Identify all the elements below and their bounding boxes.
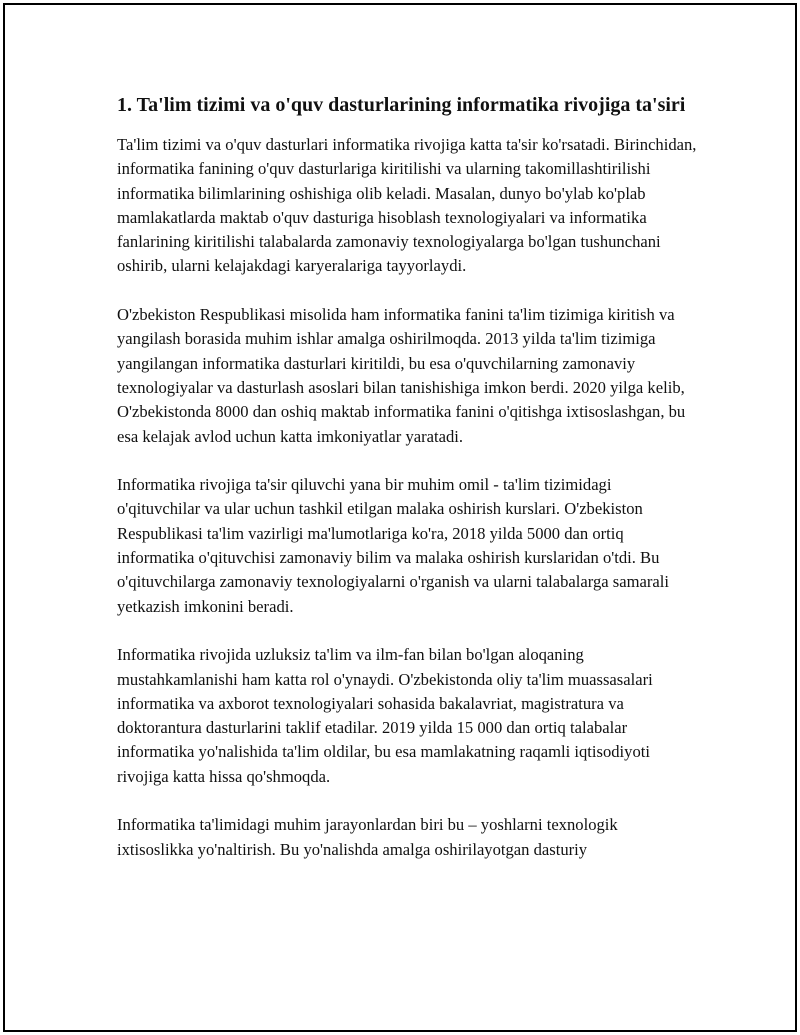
paragraph-5: Informatika ta'limidagi muhim jarayonlardan biri bu – yoshlarni texnologik ixtisoslikka yo'naltirish. Bu yo'nalishda amalga oshirilayotgan dasturiy — [117, 815, 618, 859]
paragraph-3: Informatika rivojiga ta'sir qiluvchi yana bir muhim omil - ta'lim tizimidagi o'qituvchilar va ular uchun tashkil etilgan malaka oshirish kurslari. O'zbekiston Respublikasi ta'lim vazirligi ma'lumotlariga ko'ra, 2018 yilda 5000 dan ortiq informatika o'qituvchisi zamonaviy bilim va malaka oshirish kurslaridan o'tdi. Bu o'qituvchilarga zamonaviy texnologiyalarni o'rganish va ularni talabalarga samarali yetkazish imkonini beradi. — [117, 475, 670, 616]
section-heading: 1. Ta'lim tizimi va o'quv dasturlarining informatika rivojiga ta'siri — [117, 94, 686, 116]
paragraph-4: Informatika rivojida uzluksiz ta'lim va ilm-fan bilan bo'lgan aloqaning mustahkamlanishi ham katta rol o'ynaydi. O'zbekistonda oliy ta'lim muassasalari informatika va axborot texnologiyalari sohasida bakalavriat, magistratura va doktorantura dasturlarini taklif etadilar. 2019 yilda 15 000 dan ortiq talabalar informatika yo'nalishida ta'lim oldilar, bu esa mamlakatning raqamli iqtisodiyoti rivojiga katta hissa qo'shmoqda. — [117, 645, 653, 786]
document-body — [117, 92, 697, 886]
paragraph-2: O'zbekiston Respublikasi misolida ham informatika fanini ta'lim tizimiga kiritish va yangilash borasida muhim ishlar amalga oshirilmoqda. 2013 yilda ta'lim tizimiga yangilangan informatika dasturlari kiritildi, bu esa o'quvchilarning zamonaviy texnologiyalar va dasturlash asoslari bilan tanishishiga imkon berdi. 2020 yilga kelib, O'zbekistonda 8000 dan oshiq maktab informatika fanini o'qitishga ixtisoslashgan, bu esa kelajak avlod uchun katta imkoniyatlar yaratadi. — [117, 305, 686, 446]
paragraph-1: Ta'lim tizimi va o'quv dasturlari informatika rivojiga katta ta'sir ko'rsatadi. Birinchidan, informatika fanining o'quv dasturlariga kiritilishi va ularning takomillashtirilishi informatika bilimlarining oshishiga olib keladi. Masalan, dunyo bo'ylab ko'plab mamlakatlarda maktab o'quv dasturiga hisoblash texnologiyalari va informatika fanlarining kiritilishi talabalarda zamonaviy texnologiyalarga bo'lgan tushunchani oshirib, ularni kelajakdagi karyeralariga tayyorlaydi. — [117, 135, 697, 276]
